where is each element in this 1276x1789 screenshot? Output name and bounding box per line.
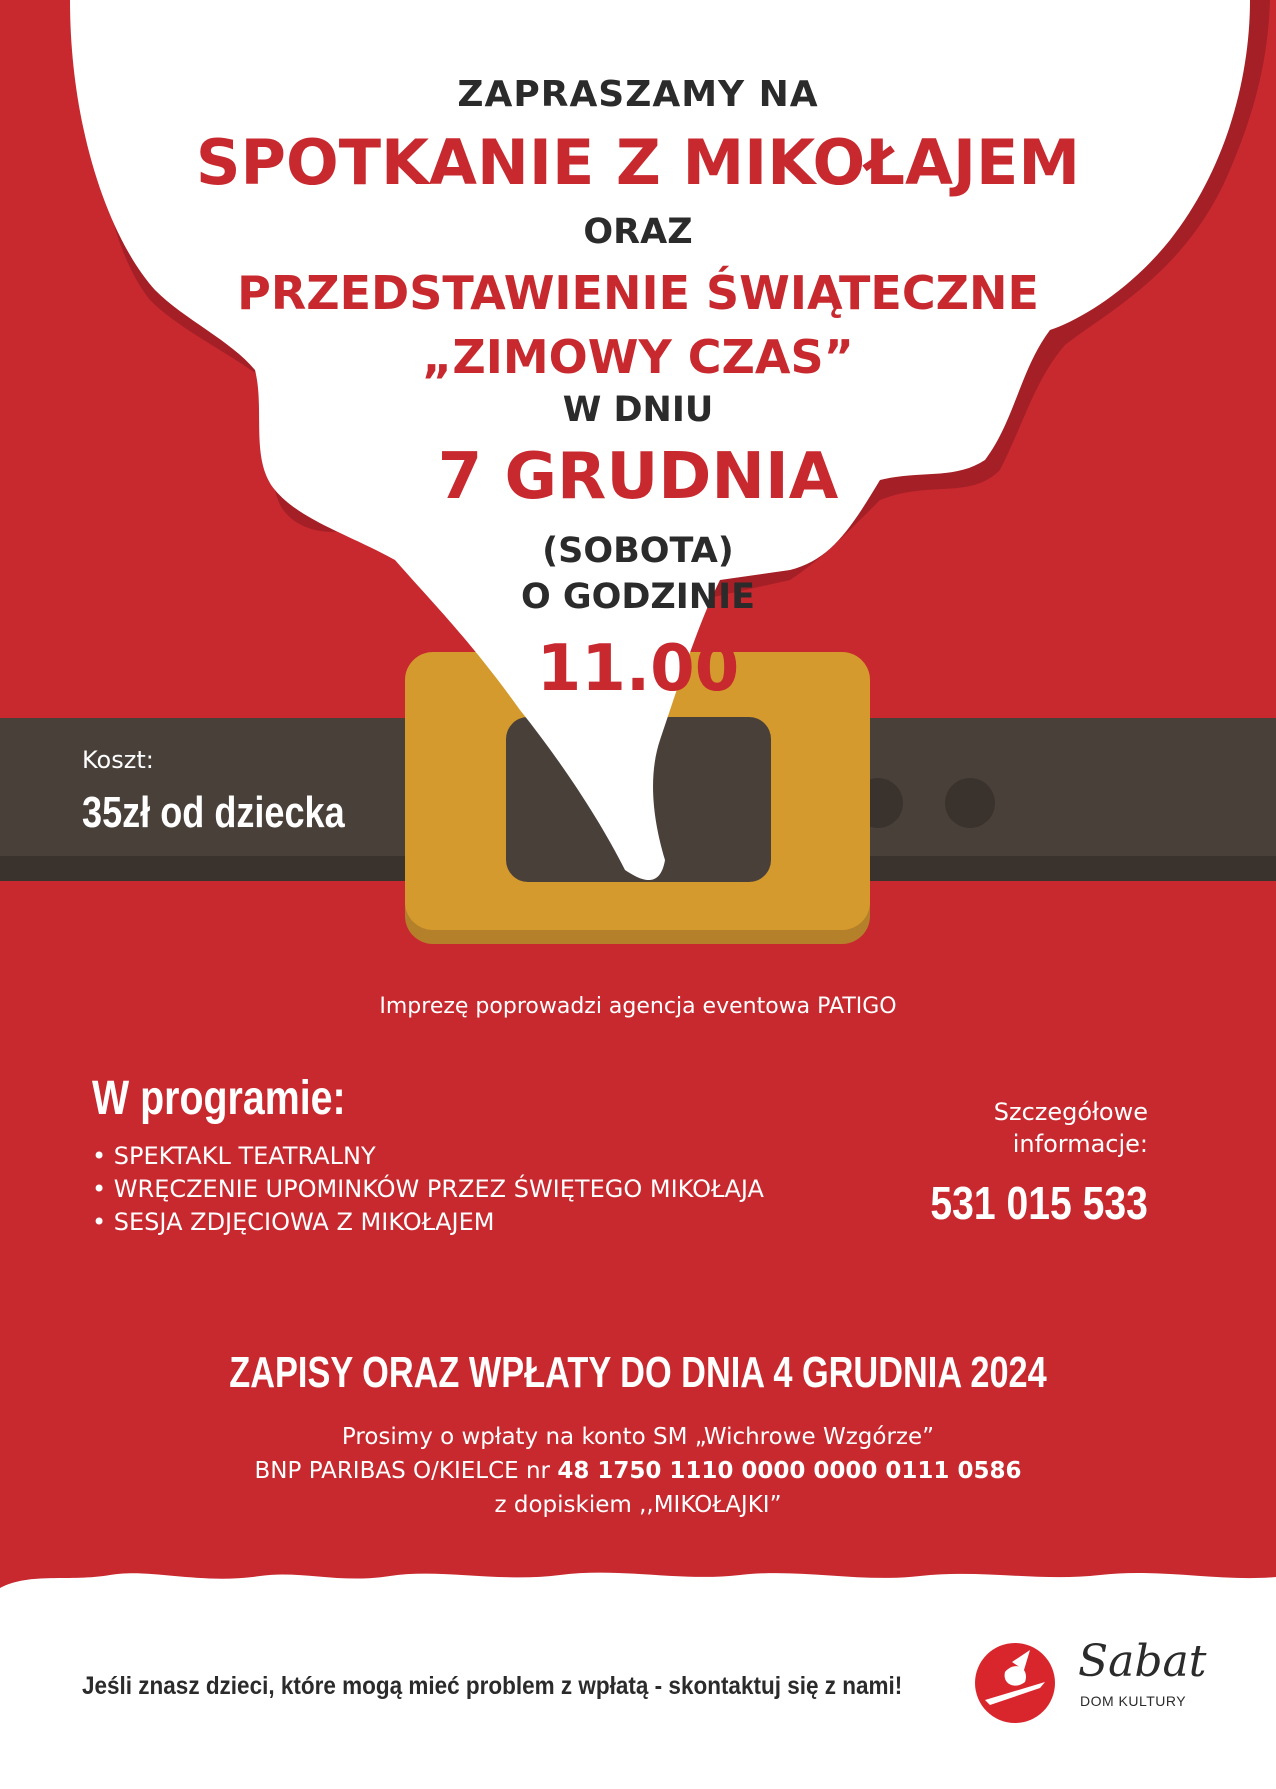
date-label: W DNIU bbox=[562, 390, 714, 430]
footer-note: Jeśli znasz dzieci, które mogą mieć problem z wpłatą - skontaktuj się z nami! bbox=[82, 1672, 903, 1700]
show-name: „ZIMOWY CZAS” bbox=[422, 330, 854, 384]
cost-label: Koszt: bbox=[82, 746, 154, 774]
program-title: W programie: bbox=[92, 1072, 346, 1125]
logo-subtitle: DOM KULTURY bbox=[1080, 1693, 1187, 1709]
contact-label: Szczegółowe bbox=[993, 1098, 1148, 1126]
event-weekday: (SOBOTA) bbox=[542, 531, 734, 571]
belt-hole bbox=[945, 778, 995, 828]
program-item: • SPEKTAKL TEATRALNY bbox=[92, 1142, 376, 1170]
bank-name: BNP PARIBAS O/KIELCE nr bbox=[254, 1458, 558, 1484]
account-number: 48 1750 1110 0000 0000 0111 0586 bbox=[557, 1458, 1022, 1484]
event-time: 11.00 bbox=[536, 632, 740, 706]
registration-title: ZAPISY ORAZ WPŁATY DO DNIA 4 GRUDNIA 2024 bbox=[229, 1348, 1047, 1397]
payment-line: Prosimy o wpłaty na konto SM „Wichrowe Wzgórze” bbox=[341, 1424, 935, 1450]
event-date: 7 GRUDNIA bbox=[437, 440, 839, 514]
time-label: O GODZINIE bbox=[520, 577, 756, 617]
logo-script: Sabat bbox=[1078, 1636, 1207, 1687]
program-item: • SESJA ZDJĘCIOWA Z MIKOŁAJEM bbox=[92, 1208, 495, 1236]
host-note: Imprezę poprowadzi agencja eventowa PATIGO bbox=[379, 994, 897, 1019]
payment-account-line bbox=[0, 1458, 1276, 1484]
invite-line: ZAPRASZAMY NA bbox=[457, 74, 819, 115]
cost-value: 35zł od dziecka bbox=[82, 788, 345, 837]
connector-line: ORAZ bbox=[583, 212, 693, 252]
show-title: PRZEDSTAWIENIE ŚWIĄTECZNE bbox=[237, 266, 1039, 320]
event-title: SPOTKANIE Z MIKOŁAJEM bbox=[195, 126, 1081, 199]
contact-phone[interactable]: 531 015 533 bbox=[930, 1177, 1148, 1229]
program-item: • WRĘCZENIE UPOMINKÓW PRZEZ ŚWIĘTEGO MIKOŁAJA bbox=[92, 1175, 764, 1203]
contact-label: informacje: bbox=[1012, 1130, 1148, 1158]
payment-note: z dopiskiem ,,MIKOŁAJKI” bbox=[494, 1492, 782, 1518]
